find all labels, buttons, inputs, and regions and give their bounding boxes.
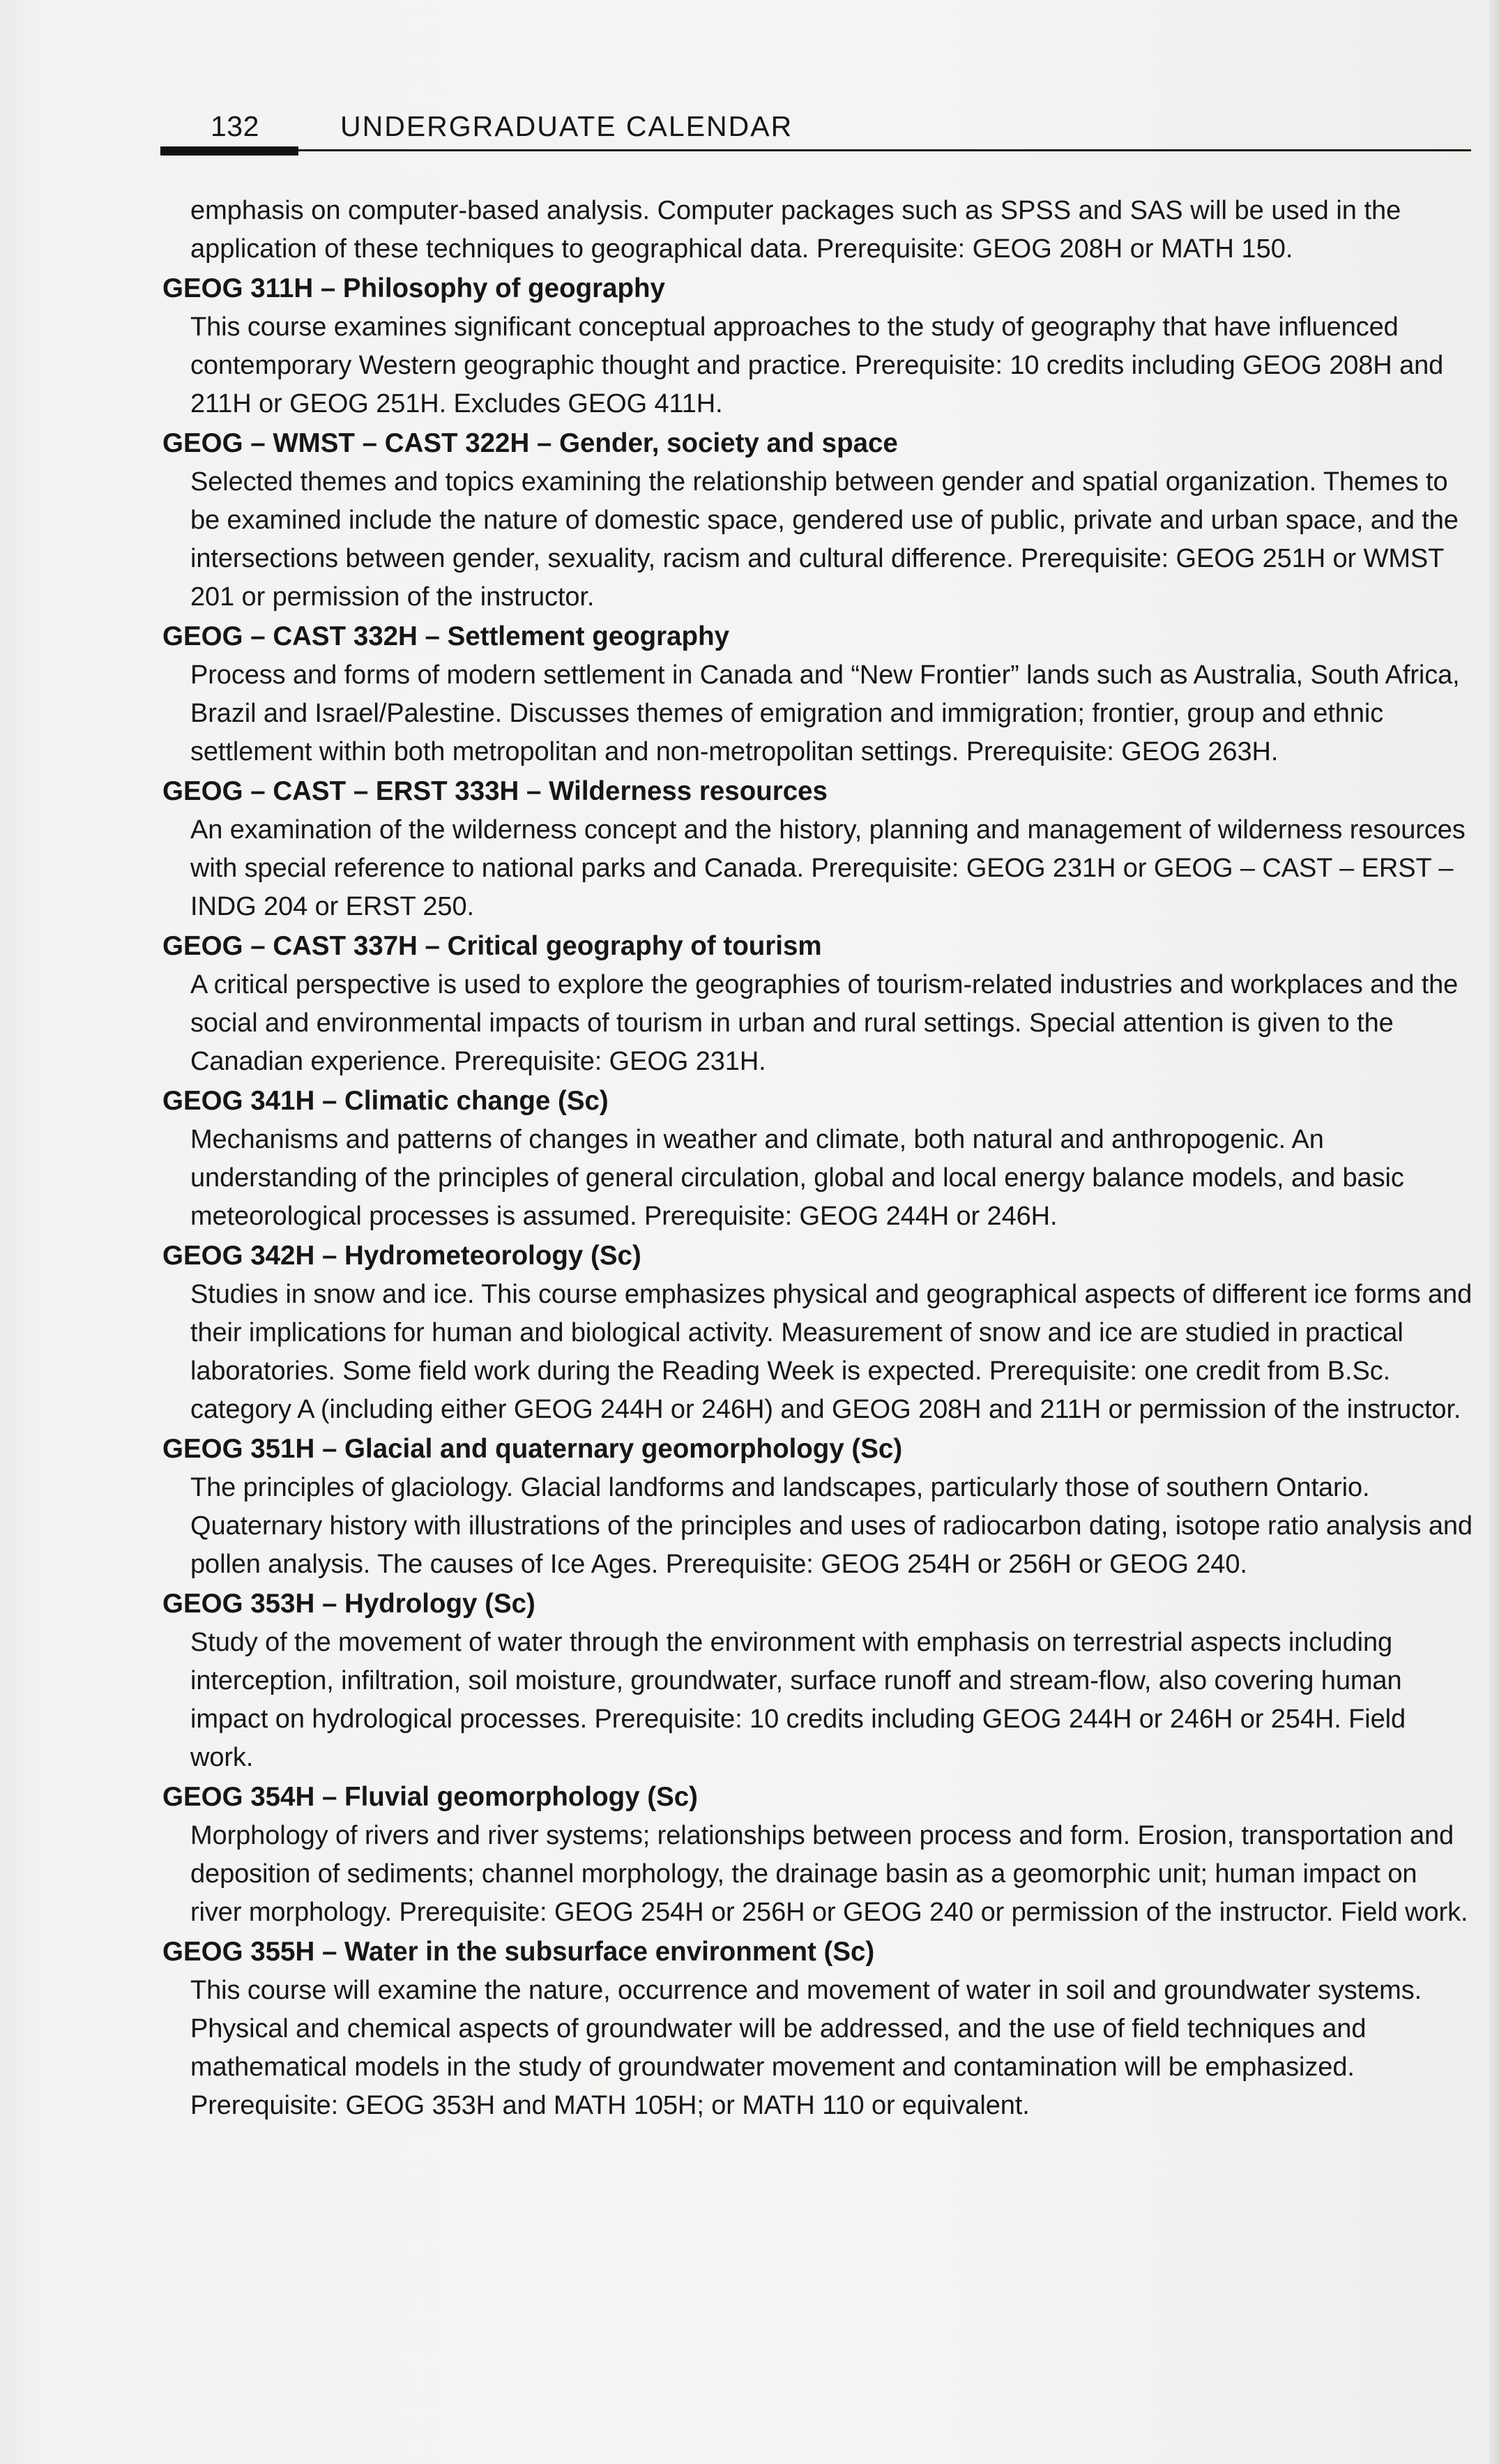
course-entry-geog-342h: [162, 1236, 1473, 1429]
header-rule-accent: [160, 146, 298, 156]
course-description: Study of the movement of water through the environment with emphasis on terrestrial aspects including interception, infiltration, soil moisture, groundwater, surface runoff and stream-flow, also covering human impact on hydrological processes. Prerequisite: 10 credits including GEOG 244H or 246H or 254H. Field work.: [190, 1628, 1406, 1772]
course-entry-geog-341h: [162, 1081, 1473, 1236]
course-description: This course examines significant conceptual approaches to the study of geography that have influenced contemporary Western geographic thought and practice. Prerequisite: 10 credits including GEOG 208H and 211H or GEOG 251H. Excludes GEOG 411H.: [190, 312, 1444, 418]
course-title: GEOG 354H – Fluvial geomorphology (Sc): [162, 1782, 699, 1812]
course-entry-geog-355h: [162, 1932, 1473, 2125]
course-title: GEOG – CAST 337H – Critical geography of tourism: [162, 931, 822, 961]
course-description: Process and forms of modern settlement in Canada and “New Frontier” lands such as Australia, South Africa, Brazil and Israel/Palestine. Discusses themes of emigration and immigration; frontier, group and ethnic settlement within both metropolitan and non-metropolitan settings. Prerequisite: GEOG 263H.: [190, 660, 1460, 766]
course-title: GEOG – CAST 332H – Settlement geography: [162, 621, 729, 651]
course-title: GEOG 341H – Climatic change (Sc): [162, 1086, 609, 1116]
course-title: GEOG – CAST – ERST 333H – Wilderness resources: [162, 776, 828, 806]
course-title: GEOG 342H – Hydrometeorology (Sc): [162, 1241, 641, 1271]
header-rule: [160, 149, 1471, 151]
course-description: Morphology of rivers and river systems; relationships between process and form. Erosion, transportation and deposition of sediments; channel morphology, the drainage basin as a geomorphic unit; human impact on river morphology. Prerequisite: GEOG 254H or 256H or GEOG 240 or permission of the instructor. Field work.: [190, 1821, 1468, 1927]
course-title: GEOG 351H – Glacial and quaternary geomorphology (Sc): [162, 1434, 903, 1464]
course-description: This course will examine the nature, occurrence and movement of water in soil and groundwater systems. Physical and chemical aspects of groundwater will be addressed, and the use of field techniques and mathematical models in the study of groundwater movement and contamination will be emphasized. Prerequisite: GEOG 353H and MATH 105H; or MATH 110 or equivalent.: [190, 1976, 1422, 2120]
course-description: Selected themes and topics examining the relationship between gender and spatial organization. Themes to be examined include the nature of domestic space, gendered use of public, private and urban space, and the intersections between gender, sexuality, racism and cultural difference. Prerequisite: GEOG 251H or WMST 201 or permission of the instructor.: [190, 467, 1459, 612]
course-listing: [162, 192, 1473, 2125]
course-entry-geog-354h: [162, 1777, 1473, 1932]
course-description: Mechanisms and patterns of changes in weather and climate, both natural and anthropogenic. An understanding of the principles of general circulation, global and local energy balance models, and basic meteorological processes is assumed. Prerequisite: GEOG 244H or 246H.: [190, 1125, 1404, 1231]
page-header: [160, 105, 1471, 160]
course-title: GEOG 311H – Philosophy of geography: [162, 273, 665, 303]
course-entry-geog-333h: [162, 771, 1473, 926]
course-entry-geog-311h: [162, 269, 1473, 423]
course-title: GEOG 353H – Hydrology (Sc): [162, 1589, 535, 1619]
course-entry-geog-332h: [162, 617, 1473, 771]
page-number: 132: [211, 110, 259, 142]
course-description: The principles of glaciology. Glacial landforms and landscapes, particularly those of southern Ontario. Quaternary history with illustrations of the principles and uses of radiocarbon dating, isotope ratio analysis and pollen analysis. The causes of Ice Ages. Prerequisite: GEOG 254H or 256H or GEOG 240.: [190, 1473, 1473, 1579]
continued-course-description: emphasis on computer-based analysis. Computer packages such as SPSS and SAS will be used in the application of these techniques to geographical data. Prerequisite: GEOG 208H or MATH 150.: [190, 196, 1401, 264]
course-entry-geog-353h: [162, 1584, 1473, 1777]
course-description: An examination of the wilderness concept and the history, planning and management of wilderness resources with special reference to national parks and Canada. Prerequisite: GEOG 231H or GEOG – CAST – ERST – INDG 204 or ERST 250.: [190, 815, 1466, 921]
page-edge-shadow: [1489, 0, 1499, 2464]
running-header-title: UNDERGRADUATE CALENDAR: [340, 110, 793, 142]
course-entry-geog-322h: [162, 423, 1473, 617]
course-title: GEOG – WMST – CAST 322H – Gender, society and space: [162, 428, 898, 458]
course-description: A critical perspective is used to explore the geographies of tourism-related industries and workplaces and the social and environmental impacts of tourism in urban and rural settings. Special attention is given to the Canadian experience. Prerequisite: GEOG 231H.: [190, 970, 1459, 1076]
course-title: GEOG 355H – Water in the subsurface environment (Sc): [162, 1937, 875, 1967]
course-entry-geog-337h: [162, 926, 1473, 1081]
course-entry-geog-351h: [162, 1429, 1473, 1584]
course-description: Studies in snow and ice. This course emphasizes physical and geographical aspects of different ice forms and their implications for human and biological activity. Measurement of snow and ice are studied in practical laboratories. Some field work during the Reading Week is expected. Prerequisite: one credit from B.Sc. category A (including either GEOG 244H or 246H) and GEOG 208H and 211H or permission of the instructor.: [190, 1280, 1473, 1424]
